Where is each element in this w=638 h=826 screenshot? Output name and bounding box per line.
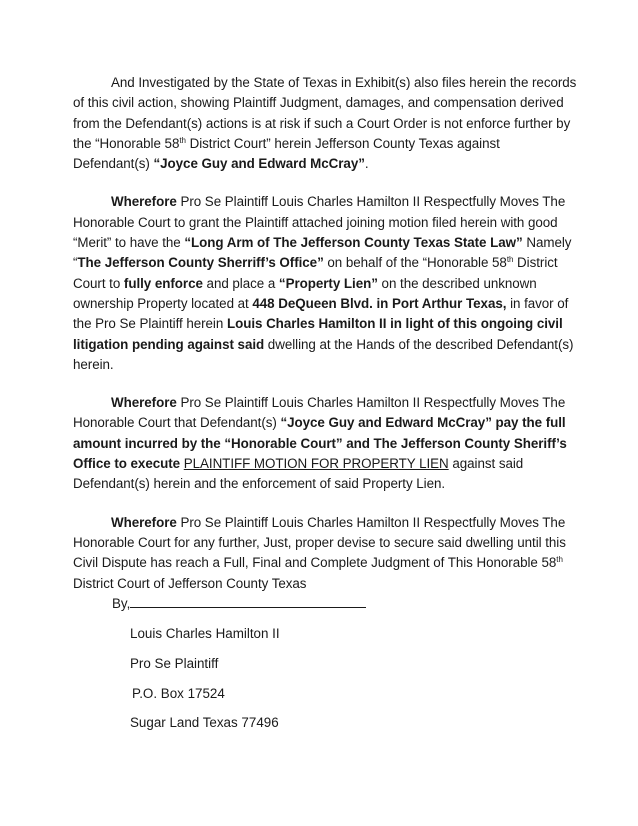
bold-sheriff-office: The Jefferson County Sherriff’s Office” bbox=[77, 255, 324, 271]
text-run: Namely “ bbox=[73, 235, 572, 271]
signature-blank-line bbox=[130, 594, 366, 608]
bold-wherefore: Wherefore bbox=[111, 194, 177, 210]
text-run: . bbox=[364, 156, 369, 172]
text-run: And Investigated by the State of Texas in Exhibit(s) also files herein the records of this civil action, showing Plaintiff Judgment, damages, and compensation derived from the Defendant(s) actions is at risk if such a Court Order is not enforce further by the “Honorable 58 bbox=[73, 75, 577, 151]
signature-role: Pro Se Plaintiff bbox=[130, 656, 219, 671]
signature-by-label: By, bbox=[112, 596, 131, 611]
underlined-motion-title: PLAINTIFF MOTION FOR PROPERTY LIEN bbox=[183, 456, 449, 472]
bold-address: 448 DeQueen Blvd. in Port Arthur Texas, bbox=[252, 295, 507, 311]
bold-wherefore: Wherefore bbox=[111, 395, 177, 411]
text-run: on the described unknown ownership Property located at bbox=[73, 275, 537, 311]
paragraph-wherefore-1 bbox=[73, 192, 578, 375]
bold-plaintiff-name: Louis Charles Hamilton II in light of this ongoing civil litigation pending against said bbox=[73, 316, 563, 352]
ordinal-suffix: th bbox=[556, 555, 563, 565]
signature-by-line bbox=[112, 594, 366, 614]
signature-name: Louis Charles Hamilton II bbox=[130, 626, 280, 641]
text-run: against said Defendant(s) herein and the enforcement of said Property Lien. bbox=[73, 456, 524, 492]
signature-po-box: P.O. Box 17524 bbox=[132, 686, 225, 701]
text-run: Pro Se Plaintiff Louis Charles Hamilton II Respectfully Moves The Honorable Court that Defendant(s) bbox=[73, 395, 566, 431]
bold-defendants: “Joyce Guy and Edward McCray” bbox=[153, 156, 365, 172]
bold-property-lien: “Property Lien” bbox=[278, 275, 378, 291]
text-run: District Court of Jefferson County Texas bbox=[73, 575, 307, 591]
signature-city: Sugar Land Texas 77496 bbox=[130, 715, 279, 730]
ordinal-suffix: th bbox=[179, 135, 186, 145]
text-run: District Court” herein Jefferson County Texas against Defendant(s) bbox=[73, 135, 500, 172]
text-run: on behalf of the “Honorable 58 bbox=[323, 255, 507, 271]
bold-fully-enforce: fully enforce bbox=[123, 275, 203, 291]
text-run: and place a bbox=[202, 275, 279, 291]
text-run: Pro Se Plaintiff Louis Charles Hamilton II Respectfully Moves The Honorable Court to grant the Plaintiff attached joining motion filed herein with good “Merit” to have the bbox=[73, 194, 566, 251]
ordinal-suffix: th bbox=[506, 255, 514, 265]
bold-wherefore: Wherefore bbox=[111, 514, 177, 530]
paragraph-wherefore-3 bbox=[73, 513, 578, 594]
bold-long-arm: “Long Arm of The Jefferson County Texas State Law” bbox=[184, 235, 523, 251]
text-run: dwelling at the Hands of the described Defendant(s) herein. bbox=[73, 336, 574, 372]
paragraph-investigation bbox=[73, 73, 578, 174]
bold-pay-full-amount: “Joyce Guy and Edward McCray” pay the full amount incurred by the “Honorable Court” and The Jefferson County Sheriff’s Office to execute bbox=[73, 415, 567, 472]
text-run: in favor of the Pro Se Plaintiff herein bbox=[73, 295, 569, 332]
text-run: District Court to bbox=[73, 255, 558, 291]
text-run: Pro Se Plaintiff Louis Charles Hamilton II Respectfully Moves The Honorable Court for any further, Just, proper devise to secure said dwelling until this Civil Dispute has reach a Full, Final and Complete Judgment of This Honorable 58 bbox=[73, 514, 566, 571]
paragraph-wherefore-2 bbox=[73, 393, 578, 494]
